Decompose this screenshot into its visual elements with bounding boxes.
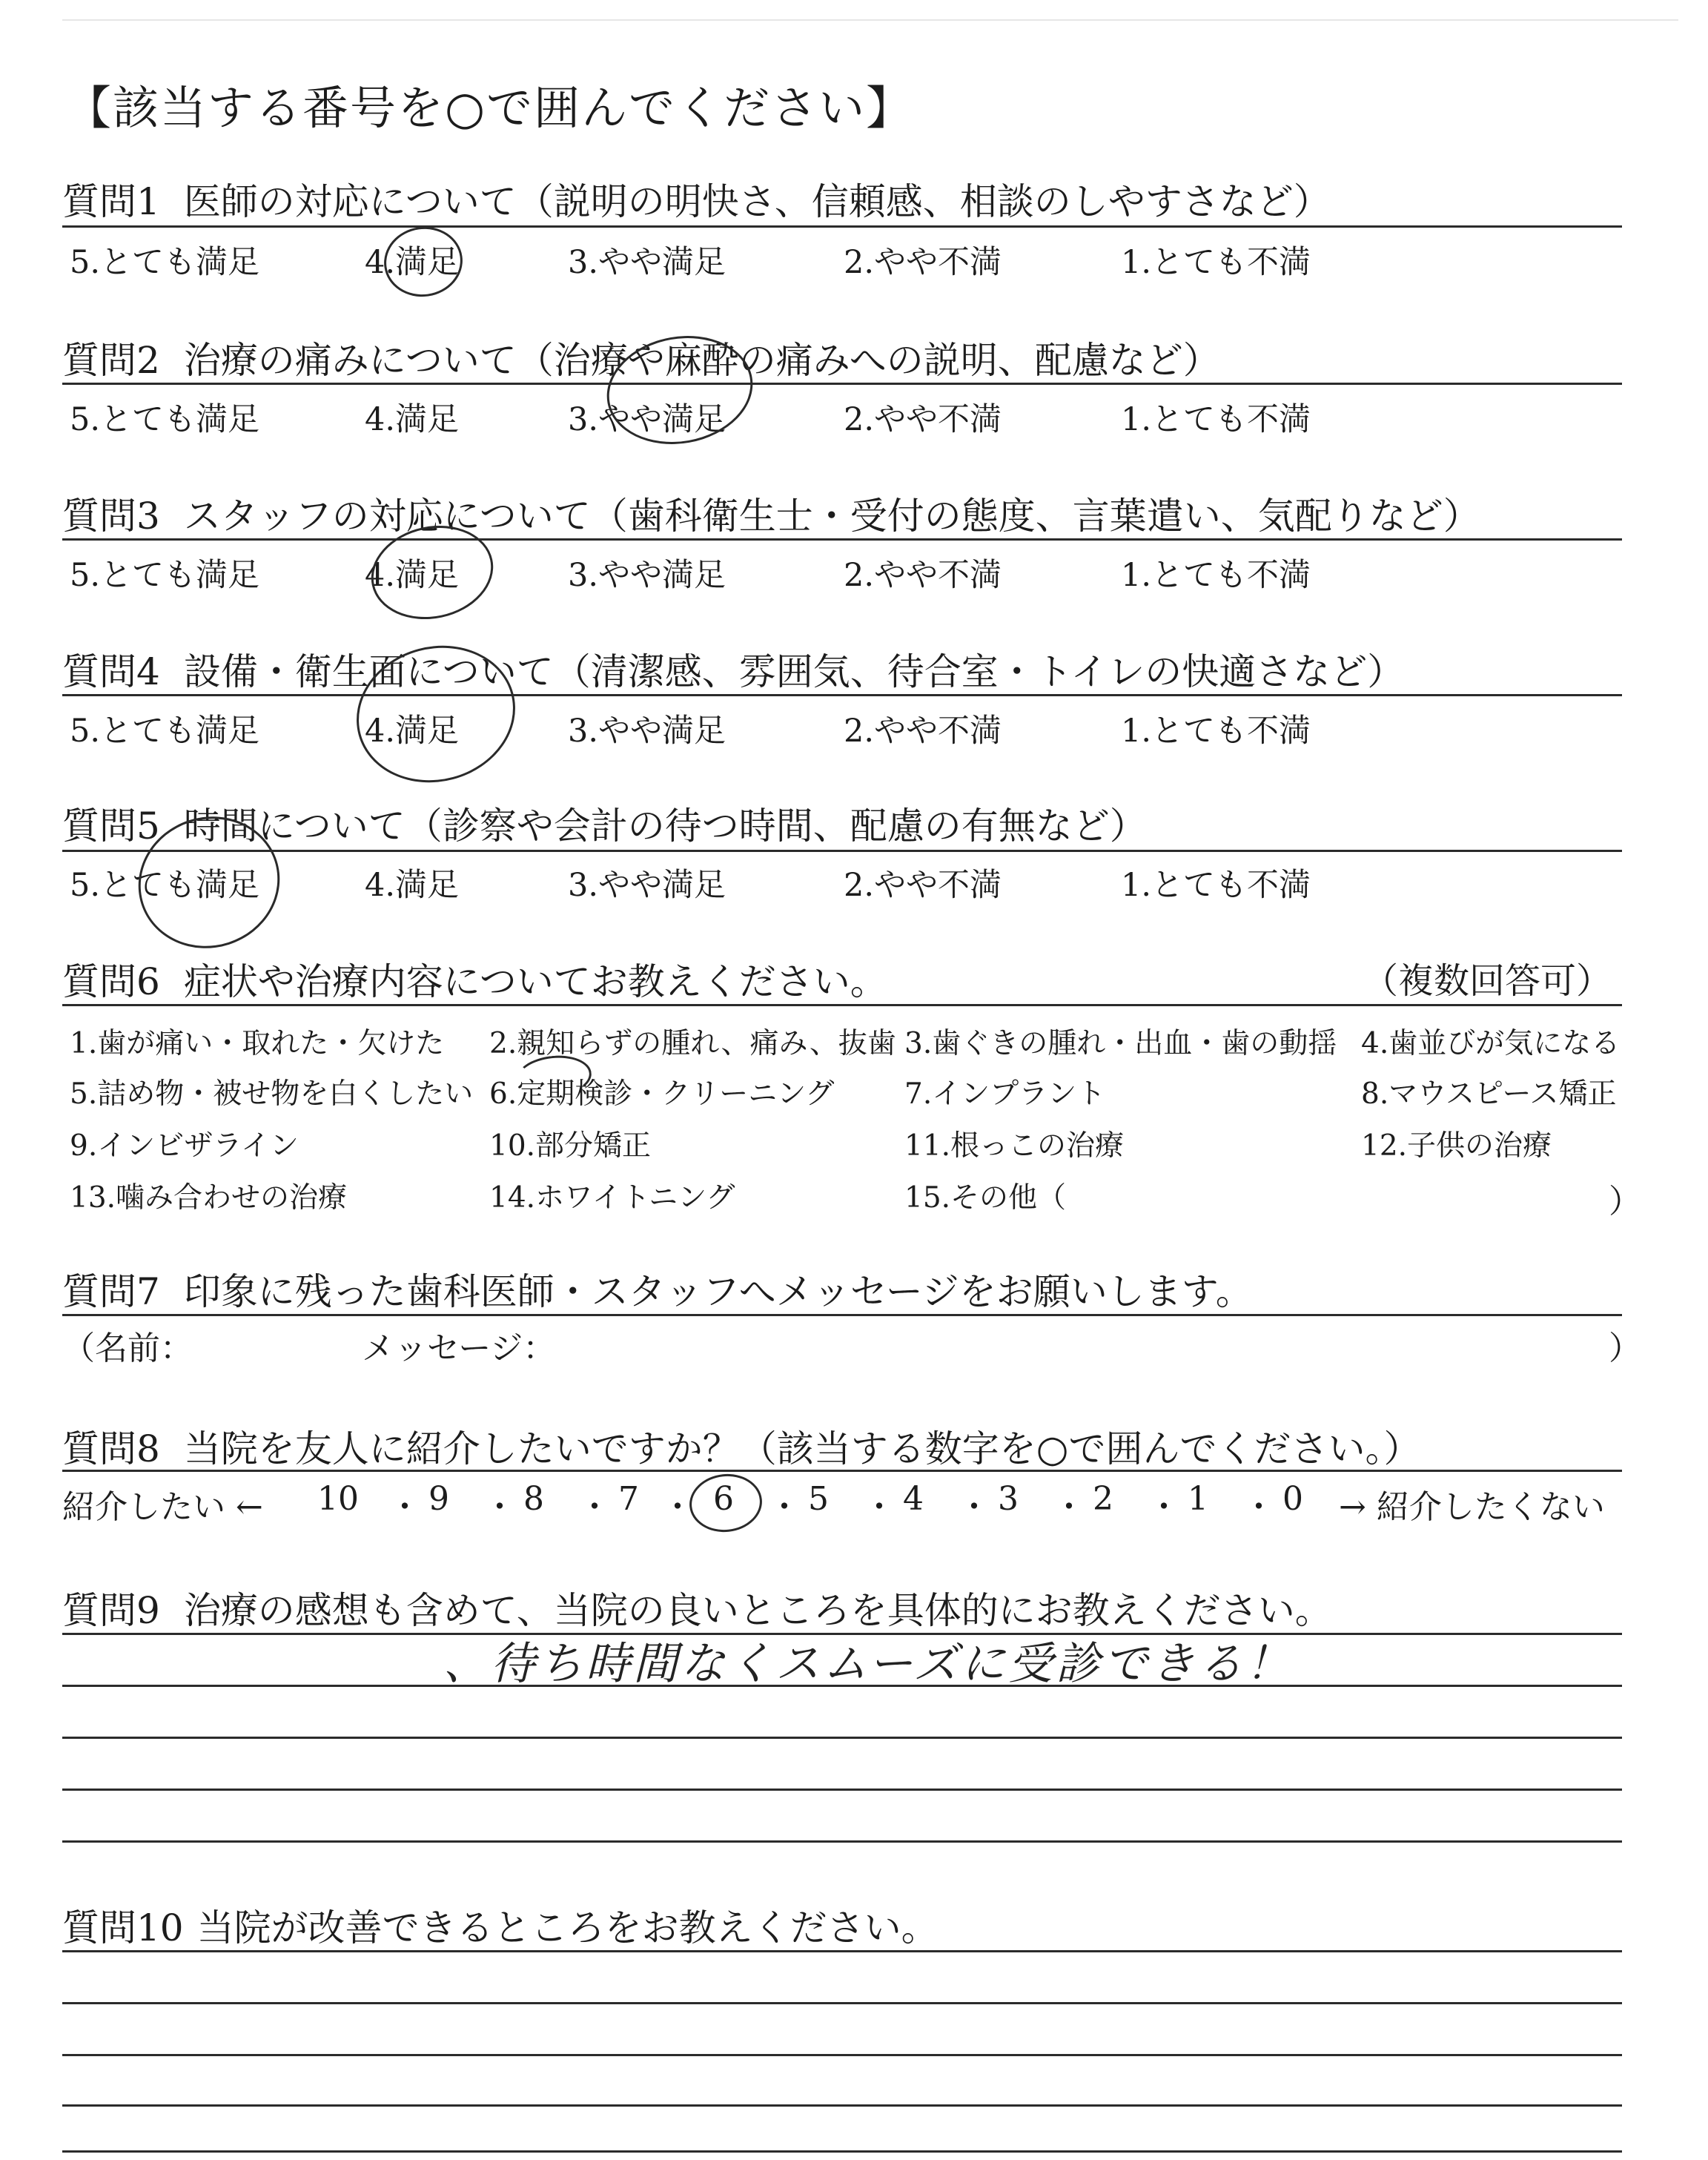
q5-option-3[interactable]: 3.やや満足: [568, 867, 726, 904]
q2-option-2[interactable]: 2.やや不満: [844, 401, 1002, 438]
q10-rule-3: [62, 2054, 1622, 2056]
q3-option-4[interactable]: 4.満足: [365, 557, 460, 594]
q8-value-5[interactable]: 5: [808, 1480, 829, 1518]
q8-value-1[interactable]: 1: [1188, 1480, 1208, 1518]
q8-value-4[interactable]: 4: [903, 1480, 924, 1518]
q8-value-2[interactable]: 2: [1093, 1480, 1113, 1518]
q5-rule: [62, 850, 1622, 852]
q10-text: 当院が改善できるところをお教えください。: [196, 1906, 939, 1949]
q6-item-9[interactable]: 9.インビザライン: [70, 1129, 299, 1163]
q8-sep-9: ・: [1148, 1488, 1180, 1526]
q10-rule-2: [62, 2002, 1622, 2004]
q4-title: [62, 642, 1404, 696]
q6-item-5[interactable]: 5.詰め物・被せ物を白くしたい: [70, 1077, 474, 1111]
q7-message-label: メッセージ：: [362, 1330, 556, 1367]
q10-rule-1: [62, 1950, 1622, 1952]
q3-number: 質問3: [62, 495, 160, 538]
q6-item-7[interactable]: 7.インプラント: [904, 1077, 1106, 1111]
q7-name-label: （名前：: [62, 1330, 193, 1367]
q9-handwritten-answer: 、待ち時間なくスムーズに受診できる！: [443, 1638, 1293, 1690]
q8-sep-1: ・: [388, 1488, 421, 1526]
q8-sep-2: ・: [483, 1488, 516, 1526]
q6-item-13[interactable]: 13.噛み合わせの治療: [70, 1181, 348, 1215]
q7-rule: [62, 1314, 1622, 1316]
q1-text: 医師の対応について（説明の明快さ、信頼感、相談のしやすさなど）: [183, 180, 1331, 223]
q2-number: 質問2: [62, 339, 160, 382]
q8-value-9[interactable]: 9: [428, 1480, 449, 1518]
q9-number: 質問9: [62, 1589, 160, 1632]
q6-item-1[interactable]: 1.歯が痛い・取れた・欠けた: [70, 1027, 445, 1060]
q3-option-1[interactable]: 1.とても不満: [1121, 557, 1311, 594]
q8-sep-5: ・: [768, 1488, 801, 1526]
q2-rule: [62, 383, 1622, 385]
q8-text: 当院を友人に紹介したいですか？（該当する数字を○で囲んでください。）: [183, 1427, 1421, 1470]
q2-text: 治療の痛みについて（治療や麻酔の痛みへの説明、配慮など）: [183, 339, 1220, 382]
q3-option-2[interactable]: 2.やや不満: [844, 557, 1002, 594]
q8-sep-7: ・: [958, 1488, 990, 1526]
q8-selection-circle: [686, 1470, 765, 1536]
q4-option-5[interactable]: 5.とても満足: [70, 713, 260, 750]
q5-number: 質問5: [62, 805, 160, 848]
q1-option-1[interactable]: 1.とても不満: [1121, 244, 1311, 281]
q5-option-5[interactable]: 5.とても満足: [70, 867, 260, 904]
q6-number: 質問6: [62, 960, 160, 1003]
q1-title: [62, 172, 1331, 225]
q8-sep-3: ・: [578, 1488, 611, 1526]
q8-value-3[interactable]: 3: [998, 1480, 1019, 1518]
q6-other-close-paren: ）: [1609, 1183, 1641, 1221]
q4-option-3[interactable]: 3.やや満足: [568, 713, 726, 750]
q3-rule: [62, 538, 1622, 541]
q4-rule: [62, 694, 1622, 696]
q5-option-1[interactable]: 1.とても不満: [1121, 867, 1311, 904]
q8-value-6[interactable]: 6: [713, 1480, 734, 1518]
q4-number: 質問4: [62, 650, 160, 693]
q6-item-12[interactable]: 12.子供の治療: [1361, 1129, 1552, 1163]
q6-title: [62, 952, 887, 1005]
q8-right-label: → 紹介したくない: [1339, 1488, 1605, 1526]
q4-text: 設備・衛生面について（清潔感、雰囲気、待合室・トイレの快適さなど）: [183, 650, 1405, 693]
q3-option-3[interactable]: 3.やや満足: [568, 557, 726, 594]
q7-title: [62, 1262, 1253, 1315]
q5-option-2[interactable]: 2.やや不満: [844, 867, 1002, 904]
q6-item-11[interactable]: 11.根っこの治療: [904, 1129, 1125, 1163]
q8-left-label: 紹介したい ←: [62, 1488, 263, 1526]
q1-selection-circle: [380, 222, 467, 302]
q9-rule-3: [62, 1737, 1622, 1739]
q6-rule: [62, 1004, 1622, 1006]
q8-number: 質問8: [62, 1427, 160, 1470]
q9-rule-5: [62, 1840, 1622, 1843]
q5-option-4[interactable]: 4.満足: [365, 867, 460, 904]
q6-item-3[interactable]: 3.歯ぐきの腫れ・出血・歯の動揺: [904, 1027, 1337, 1060]
q8-title: [62, 1419, 1420, 1473]
q6-item-2[interactable]: 2.親知らずの腫れ、痛み、抜歯: [489, 1027, 896, 1060]
q4-option-4[interactable]: 4.満足: [365, 713, 460, 750]
q8-sep-10: ・: [1242, 1488, 1275, 1526]
top-edge-line: [62, 19, 1678, 21]
q8-value-0[interactable]: 0: [1282, 1480, 1303, 1518]
q5-text: 時間について（診察や会計の待つ時間、配慮の有無など）: [183, 805, 1147, 848]
q6-text: 症状や治療内容についてお教えください。: [183, 960, 887, 1003]
q1-number: 質問1: [62, 180, 160, 223]
q6-item-10[interactable]: 10.部分矯正: [489, 1129, 652, 1163]
q7-close-paren: ）: [1609, 1330, 1641, 1367]
q2-option-5[interactable]: 5.とても満足: [70, 401, 260, 438]
q3-option-5[interactable]: 5.とても満足: [70, 557, 260, 594]
q8-sep-8: ・: [1053, 1488, 1085, 1526]
q1-option-3[interactable]: 3.やや満足: [568, 244, 726, 281]
q3-text: スタッフの対応について（歯科衛生士・受付の態度、言葉遣い、気配りなど）: [183, 495, 1480, 538]
q9-text: 治療の感想も含めて、当院の良いところを具体的にお教えください。: [183, 1589, 1332, 1632]
q9-rule-4: [62, 1789, 1622, 1791]
q8-value-10[interactable]: 10: [317, 1480, 359, 1518]
q1-option-2[interactable]: 2.やや不満: [844, 244, 1002, 281]
q2-option-4[interactable]: 4.満足: [365, 401, 460, 438]
q3-title: [62, 486, 1480, 540]
q6-item-15[interactable]: 15.その他（: [904, 1181, 1067, 1215]
q10-rule-5: [62, 2150, 1622, 2153]
q9-rule-2: [62, 1685, 1622, 1687]
q8-value-8[interactable]: 8: [523, 1480, 544, 1518]
q2-option-3[interactable]: 3.やや満足: [568, 401, 726, 438]
q6-item-4[interactable]: 4.歯並びが気になる: [1361, 1027, 1621, 1060]
q7-number: 質問7: [62, 1270, 160, 1313]
q8-value-7[interactable]: 7: [618, 1480, 639, 1518]
q1-option-5[interactable]: 5.とても満足: [70, 244, 260, 281]
q7-text: 印象に残った歯科医師・スタッフへメッセージをお願いします。: [183, 1270, 1253, 1313]
q1-option-4[interactable]: 4.満足: [365, 244, 460, 281]
q4-option-2[interactable]: 2.やや不満: [844, 713, 1002, 750]
q8-sep-6: ・: [863, 1488, 896, 1526]
q8-rule: [62, 1470, 1622, 1472]
q9-title: [62, 1581, 1332, 1634]
q10-number: 質問10: [62, 1906, 184, 1949]
q6-item-14[interactable]: 14.ホワイトニング: [489, 1181, 735, 1215]
q2-option-1[interactable]: 1.とても不満: [1121, 401, 1311, 438]
q4-option-1[interactable]: 1.とても不満: [1121, 713, 1311, 750]
q10-title: [62, 1898, 939, 1952]
instruction-title: 【該当する番号を○で囲んでください】: [65, 81, 914, 135]
q8-sep-4: ・: [661, 1488, 694, 1526]
q6-item-6[interactable]: 6.定期検診・クリーニング: [489, 1077, 835, 1111]
q6-item-8[interactable]: 8.マウスピース矯正: [1361, 1077, 1617, 1111]
q6-multiple-answers-note: （複数回答可）: [1363, 960, 1612, 1002]
q10-rule-4: [62, 2104, 1622, 2107]
q1-rule: [62, 225, 1622, 228]
